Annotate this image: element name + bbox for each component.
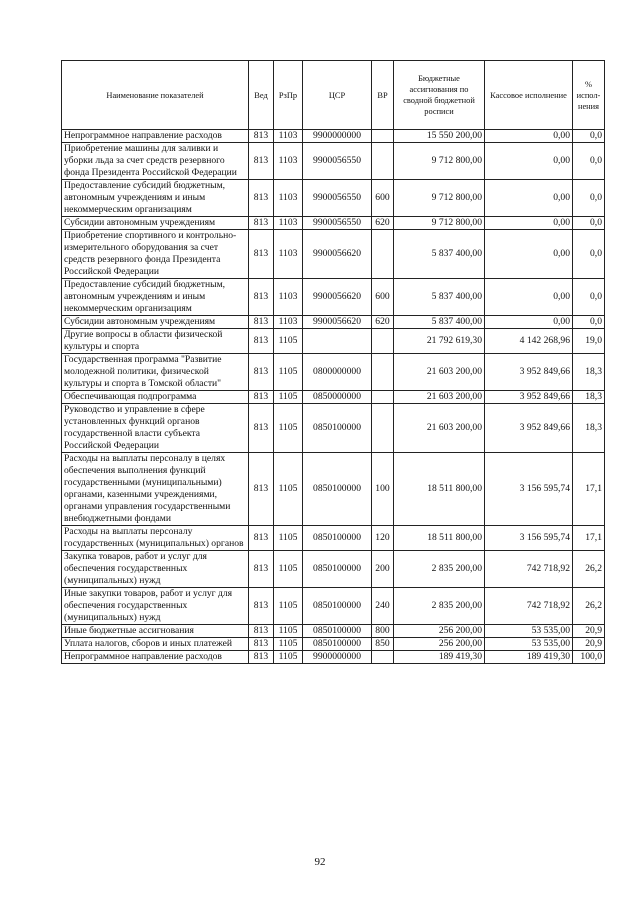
row-cash: 53 535,00 xyxy=(485,638,573,651)
row-rzpr: 1105 xyxy=(274,354,303,391)
row-pct: 26,2 xyxy=(573,588,605,625)
row-ved: 813 xyxy=(249,638,274,651)
row-pct: 0,0 xyxy=(573,279,605,316)
row-cash: 3 156 595,74 xyxy=(485,453,573,526)
header-pct: % испол-нения xyxy=(573,61,605,130)
row-cash: 3 952 849,66 xyxy=(485,354,573,391)
table-row xyxy=(62,143,605,180)
row-csr: 9900056550 xyxy=(303,180,372,217)
row-budget: 18 511 800,00 xyxy=(394,453,485,526)
row-ved: 813 xyxy=(249,453,274,526)
row-csr: 0850000000 xyxy=(303,391,372,404)
row-pct: 17,1 xyxy=(573,526,605,551)
row-budget: 189 419,30 xyxy=(394,651,485,664)
row-csr: 9900000000 xyxy=(303,130,372,143)
row-csr: 0850100000 xyxy=(303,625,372,638)
row-name: Расходы на выплаты персоналу в целях обеспечения выполнения функций государственными (муниципальными) органами, казенными учреждениями, органами управления государственными внебюджетными фондами xyxy=(62,453,249,526)
row-ved: 813 xyxy=(249,526,274,551)
row-budget: 21 603 200,00 xyxy=(394,391,485,404)
row-rzpr: 1103 xyxy=(274,130,303,143)
row-vr xyxy=(372,230,394,279)
row-cash: 0,00 xyxy=(485,230,573,279)
row-name: Непрограммное направление расходов xyxy=(62,130,249,143)
row-csr: 0800000000 xyxy=(303,354,372,391)
row-pct: 0,0 xyxy=(573,316,605,329)
row-cash: 742 718,92 xyxy=(485,551,573,588)
row-cash: 0,00 xyxy=(485,279,573,316)
row-ved: 813 xyxy=(249,625,274,638)
row-vr: 620 xyxy=(372,217,394,230)
row-rzpr: 1105 xyxy=(274,391,303,404)
row-rzpr: 1103 xyxy=(274,230,303,279)
row-cash: 0,00 xyxy=(485,217,573,230)
table-row xyxy=(62,180,605,217)
row-name: Государственная программа "Развитие молодежной политики, физической культуры и спорта в Томской области" xyxy=(62,354,249,391)
row-ved: 813 xyxy=(249,354,274,391)
row-csr: 9900056550 xyxy=(303,143,372,180)
row-ved: 813 xyxy=(249,404,274,453)
row-vr: 200 xyxy=(372,551,394,588)
row-csr: 9900056620 xyxy=(303,316,372,329)
table-row xyxy=(62,526,605,551)
row-vr: 800 xyxy=(372,625,394,638)
row-vr xyxy=(372,354,394,391)
header-rzpr: РзПр xyxy=(274,61,303,130)
row-ved: 813 xyxy=(249,143,274,180)
row-rzpr: 1103 xyxy=(274,217,303,230)
row-rzpr: 1103 xyxy=(274,143,303,180)
row-rzpr: 1103 xyxy=(274,316,303,329)
header-cash: Кассовое исполнение xyxy=(485,61,573,130)
row-budget: 5 837 400,00 xyxy=(394,230,485,279)
row-rzpr: 1105 xyxy=(274,638,303,651)
row-vr: 600 xyxy=(372,279,394,316)
row-vr: 620 xyxy=(372,316,394,329)
row-budget: 21 603 200,00 xyxy=(394,404,485,453)
table-row xyxy=(62,551,605,588)
row-pct: 0,0 xyxy=(573,143,605,180)
row-budget: 5 837 400,00 xyxy=(394,279,485,316)
row-cash: 3 952 849,66 xyxy=(485,404,573,453)
row-ved: 813 xyxy=(249,130,274,143)
row-csr: 9900056620 xyxy=(303,279,372,316)
row-budget: 2 835 200,00 xyxy=(394,551,485,588)
table-row xyxy=(62,217,605,230)
row-vr xyxy=(372,651,394,664)
row-pct: 20,9 xyxy=(573,638,605,651)
row-ved: 813 xyxy=(249,588,274,625)
row-ved: 813 xyxy=(249,217,274,230)
row-csr: 0850100000 xyxy=(303,638,372,651)
table-row xyxy=(62,279,605,316)
header-csr: ЦСР xyxy=(303,61,372,130)
row-budget: 21 603 200,00 xyxy=(394,354,485,391)
row-rzpr: 1103 xyxy=(274,180,303,217)
row-rzpr: 1105 xyxy=(274,526,303,551)
row-vr: 850 xyxy=(372,638,394,651)
row-rzpr: 1105 xyxy=(274,404,303,453)
header-vr: ВР xyxy=(372,61,394,130)
row-pct: 26,2 xyxy=(573,551,605,588)
table-row xyxy=(62,316,605,329)
row-vr xyxy=(372,391,394,404)
row-pct: 0,0 xyxy=(573,217,605,230)
row-name: Закупка товаров, работ и услуг для обеспечения государственных (муниципальных) нужд xyxy=(62,551,249,588)
row-ved: 813 xyxy=(249,230,274,279)
row-csr xyxy=(303,329,372,354)
row-name: Предоставление субсидий бюджетным, автономным учреждениям и иным некоммерческим организациям xyxy=(62,180,249,217)
row-budget: 9 712 800,00 xyxy=(394,180,485,217)
row-ved: 813 xyxy=(249,329,274,354)
row-ved: 813 xyxy=(249,651,274,664)
row-budget: 21 792 619,30 xyxy=(394,329,485,354)
row-name: Другие вопросы в области физической культуры и спорта xyxy=(62,329,249,354)
row-name: Субсидии автономным учреждениям xyxy=(62,316,249,329)
table-row xyxy=(62,651,605,664)
row-rzpr: 1105 xyxy=(274,329,303,354)
row-name: Предоставление субсидий бюджетным, автономным учреждениям и иным некоммерческим организациям xyxy=(62,279,249,316)
row-name: Иные бюджетные ассигнования xyxy=(62,625,249,638)
row-pct: 18,3 xyxy=(573,354,605,391)
row-pct: 0,0 xyxy=(573,130,605,143)
table-row xyxy=(62,354,605,391)
row-budget: 2 835 200,00 xyxy=(394,588,485,625)
row-budget: 256 200,00 xyxy=(394,638,485,651)
row-vr: 100 xyxy=(372,453,394,526)
table-row xyxy=(62,638,605,651)
row-pct: 18,3 xyxy=(573,391,605,404)
row-csr: 9900000000 xyxy=(303,651,372,664)
row-cash: 0,00 xyxy=(485,316,573,329)
row-vr: 240 xyxy=(372,588,394,625)
page-number: 92 xyxy=(314,856,326,868)
row-vr xyxy=(372,329,394,354)
row-ved: 813 xyxy=(249,180,274,217)
row-budget: 9 712 800,00 xyxy=(394,143,485,180)
header-name: Наименование показателей xyxy=(62,61,249,130)
row-name: Субсидии автономным учреждениям xyxy=(62,217,249,230)
header-ved: Вед xyxy=(249,61,274,130)
row-pct: 20,9 xyxy=(573,625,605,638)
row-vr: 600 xyxy=(372,180,394,217)
row-csr: 0850100000 xyxy=(303,588,372,625)
row-name: Обеспечивающая подпрограмма xyxy=(62,391,249,404)
table-row xyxy=(62,404,605,453)
row-cash: 3 952 849,66 xyxy=(485,391,573,404)
row-cash: 0,00 xyxy=(485,143,573,180)
row-name: Приобретение машины для заливки и уборки льда за счет средств резервного фонда Президента Российской Федерации xyxy=(62,143,249,180)
row-pct: 100,0 xyxy=(573,651,605,664)
row-rzpr: 1105 xyxy=(274,453,303,526)
row-vr: 120 xyxy=(372,526,394,551)
row-ved: 813 xyxy=(249,316,274,329)
row-rzpr: 1105 xyxy=(274,651,303,664)
table-row xyxy=(62,391,605,404)
row-budget: 5 837 400,00 xyxy=(394,316,485,329)
row-rzpr: 1105 xyxy=(274,551,303,588)
row-cash: 189 419,30 xyxy=(485,651,573,664)
row-vr xyxy=(372,404,394,453)
row-budget: 256 200,00 xyxy=(394,625,485,638)
row-cash: 0,00 xyxy=(485,130,573,143)
row-ved: 813 xyxy=(249,391,274,404)
row-csr: 0850100000 xyxy=(303,551,372,588)
row-vr xyxy=(372,143,394,180)
row-pct: 18,3 xyxy=(573,404,605,453)
table-row xyxy=(62,453,605,526)
row-rzpr: 1105 xyxy=(274,588,303,625)
table-header-row xyxy=(62,61,605,130)
row-pct: 19,0 xyxy=(573,329,605,354)
row-ved: 813 xyxy=(249,279,274,316)
row-budget: 9 712 800,00 xyxy=(394,217,485,230)
row-pct: 0,0 xyxy=(573,180,605,217)
row-name: Расходы на выплаты персоналу государственных (муниципальных) органов xyxy=(62,526,249,551)
row-rzpr: 1105 xyxy=(274,625,303,638)
row-name: Уплата налогов, сборов и иных платежей xyxy=(62,638,249,651)
row-name: Иные закупки товаров, работ и услуг для обеспечения государственных (муниципальных) нужд xyxy=(62,588,249,625)
row-cash: 53 535,00 xyxy=(485,625,573,638)
table-row xyxy=(62,588,605,625)
row-csr: 0850100000 xyxy=(303,404,372,453)
row-name: Руководство и управление в сфере установленных функций органов государственной власти субъекта Российской Федерации xyxy=(62,404,249,453)
table-body xyxy=(62,130,605,664)
table-row xyxy=(62,329,605,354)
row-ved: 813 xyxy=(249,551,274,588)
row-pct: 0,0 xyxy=(573,230,605,279)
budget-execution-table xyxy=(61,60,605,664)
table-row xyxy=(62,230,605,279)
row-csr: 0850100000 xyxy=(303,453,372,526)
table-row xyxy=(62,625,605,638)
row-vr xyxy=(372,130,394,143)
row-name: Приобретение спортивного и контрольно-измерительного оборудования за счет средств резервного фонда Президента Российской Федерации xyxy=(62,230,249,279)
row-cash: 4 142 268,96 xyxy=(485,329,573,354)
row-cash: 3 156 595,74 xyxy=(485,526,573,551)
row-budget: 15 550 200,00 xyxy=(394,130,485,143)
row-cash: 0,00 xyxy=(485,180,573,217)
row-pct: 17,1 xyxy=(573,453,605,526)
row-csr: 0850100000 xyxy=(303,526,372,551)
row-csr: 9900056550 xyxy=(303,217,372,230)
row-csr: 9900056620 xyxy=(303,230,372,279)
row-name: Непрограммное направление расходов xyxy=(62,651,249,664)
row-budget: 18 511 800,00 xyxy=(394,526,485,551)
row-cash: 742 718,92 xyxy=(485,588,573,625)
header-budget: Бюджетные ассигнования по сводной бюджетной росписи xyxy=(394,61,485,130)
row-rzpr: 1103 xyxy=(274,279,303,316)
table-row xyxy=(62,130,605,143)
